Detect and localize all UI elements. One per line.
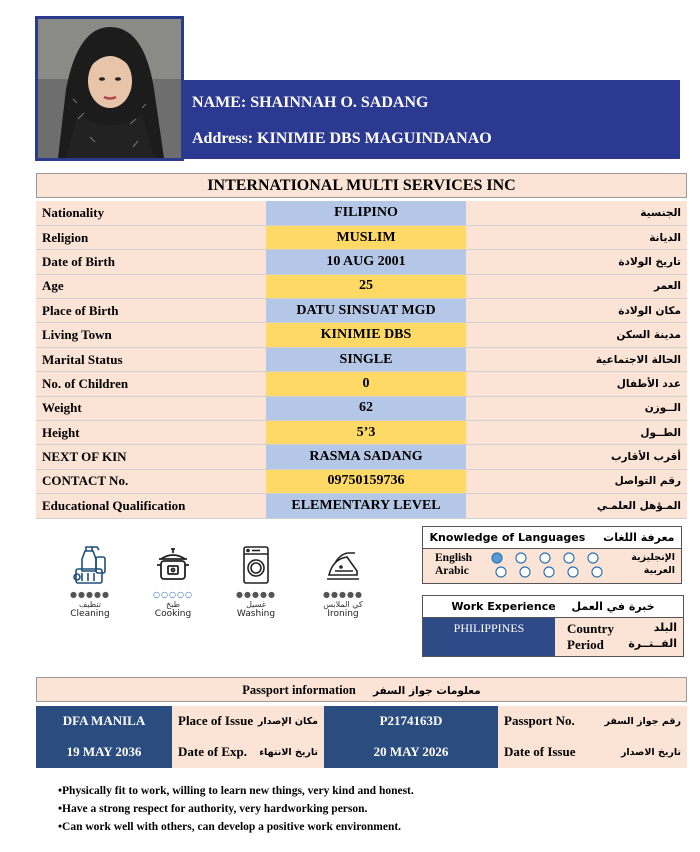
field-label: CONTACT No. bbox=[36, 469, 266, 493]
list-item: •Can work well with others, can develop a positive work environment. bbox=[58, 821, 402, 833]
field-value: 25 bbox=[266, 274, 466, 298]
field-value: SINGLE bbox=[266, 347, 466, 371]
skill-label: Washing bbox=[236, 609, 276, 619]
field-label: No. of Children bbox=[36, 372, 266, 396]
skill-rating: ○○○○○ bbox=[153, 590, 193, 599]
field-label: Living Town bbox=[36, 323, 266, 347]
expiry-date-label-ar: تاريخ الانتهاء bbox=[259, 746, 318, 758]
arabic-label: Arabic bbox=[435, 565, 469, 577]
table-row bbox=[36, 494, 687, 518]
field-label-ar: العمر bbox=[466, 274, 687, 298]
place-of-issue-value: DFA MANILA bbox=[36, 706, 172, 736]
arabic-label-ar: العربية bbox=[643, 565, 675, 576]
profile-photo bbox=[35, 16, 184, 161]
person-photo-icon bbox=[38, 19, 181, 158]
table-row bbox=[36, 250, 687, 274]
field-label: Marital Status bbox=[36, 347, 266, 371]
passport-row-1 bbox=[36, 706, 687, 736]
field-label: Religion bbox=[36, 225, 266, 249]
table-row bbox=[36, 201, 687, 225]
country-label: Country bbox=[567, 621, 614, 636]
work-title-ar: خبرة في العمل bbox=[571, 600, 655, 613]
field-label: Nationality bbox=[36, 201, 266, 225]
language-rating-circles bbox=[489, 551, 619, 581]
expiry-date-value: 19 MAY 2036 bbox=[36, 736, 172, 768]
table-row bbox=[36, 372, 687, 396]
table-row bbox=[36, 323, 687, 347]
applicant-name: NAME: SHAINNAH O. SADANG bbox=[192, 94, 429, 111]
field-label-ar: عدد الأطفال bbox=[466, 372, 687, 396]
skill-label: Cleaning bbox=[70, 609, 110, 619]
passport-title: Passport information bbox=[242, 683, 356, 697]
arabic-rating-dot bbox=[592, 567, 602, 577]
field-label: Date of Birth bbox=[36, 250, 266, 274]
languages-body bbox=[423, 549, 681, 583]
work-experience-header bbox=[423, 596, 683, 618]
table-row bbox=[36, 469, 687, 493]
place-of-issue-cell bbox=[172, 706, 324, 736]
skill-label-ar: غسيل bbox=[246, 600, 266, 609]
work-labels bbox=[555, 618, 683, 656]
issue-date-cell bbox=[498, 736, 687, 768]
work-experience-body bbox=[423, 618, 683, 656]
field-value: DATU SINSUAT MGD bbox=[266, 299, 466, 323]
skill-cleaning bbox=[55, 543, 125, 619]
english-rating-dot bbox=[492, 553, 502, 563]
field-value: 5’3 bbox=[266, 421, 466, 445]
field-value: 09750159736 bbox=[266, 469, 466, 493]
english-rating-dot bbox=[588, 553, 598, 563]
skill-label-ar: طبخ bbox=[166, 600, 180, 609]
name-banner bbox=[184, 80, 680, 159]
work-experience-panel bbox=[422, 595, 684, 657]
field-label: Educational Qualification bbox=[36, 494, 266, 518]
english-label: English bbox=[435, 552, 473, 564]
skill-rating: ●●●●● bbox=[70, 590, 110, 599]
field-value: FILIPINO bbox=[266, 201, 466, 225]
field-label-ar: المـؤهل العلمـي bbox=[466, 494, 687, 518]
cleaning-icon bbox=[55, 543, 125, 587]
period-label-ar: الفــتــرة bbox=[628, 637, 677, 650]
languages-panel bbox=[422, 526, 682, 584]
field-label-ar: الطــول bbox=[466, 421, 687, 445]
personal-info-table bbox=[36, 201, 687, 519]
applicant-address: Address: KINIMIE DBS MAGUINDANAO bbox=[192, 130, 492, 147]
personal-qualities-list bbox=[58, 782, 414, 836]
field-value: KINIMIE DBS bbox=[266, 323, 466, 347]
field-label: Place of Birth bbox=[36, 299, 266, 323]
company-name: INTERNATIONAL MULTI SERVICES INC bbox=[36, 173, 687, 198]
work-title: Work Experience bbox=[451, 600, 556, 613]
country-label-ar: البلد bbox=[653, 621, 677, 634]
work-country-value: PHILIPPINES bbox=[423, 618, 555, 656]
period-label: Period bbox=[567, 637, 604, 652]
issue-date-label-ar: تاريخ الاصدار bbox=[620, 746, 681, 758]
iron-icon bbox=[308, 543, 378, 587]
passport-number-label-ar: رقم جواز السفر bbox=[604, 715, 681, 727]
field-label: Weight bbox=[36, 396, 266, 420]
field-label-ar: أقرب الأقارب bbox=[466, 445, 687, 469]
field-value: MUSLIM bbox=[266, 225, 466, 249]
english-label-ar: الإنجليزية bbox=[631, 552, 675, 563]
field-label: Age bbox=[36, 274, 266, 298]
list-item: •Physically fit to work, willing to learn new things, very kind and honest. bbox=[58, 785, 414, 797]
skill-label: Cooking bbox=[154, 609, 192, 619]
field-label: Height bbox=[36, 421, 266, 445]
field-label-ar: الجنسية bbox=[466, 201, 687, 225]
passport-number-label: Passport No. bbox=[504, 713, 575, 728]
table-row bbox=[36, 347, 687, 371]
list-item: •Have a strong respect for authority, very hardworking person. bbox=[58, 803, 368, 815]
table-row bbox=[36, 299, 687, 323]
passport-title-ar: معلومات جواز السفر bbox=[372, 685, 481, 697]
expiry-date-label: Date of Exp. bbox=[178, 744, 247, 759]
skill-label: Ironing bbox=[327, 609, 359, 619]
arabic-rating-dot bbox=[568, 567, 578, 577]
issue-date-value: 20 MAY 2026 bbox=[324, 736, 498, 768]
expiry-date-cell bbox=[172, 736, 324, 768]
skill-rating: ●●●●● bbox=[236, 590, 276, 599]
place-of-issue-label: Place of Issue bbox=[178, 713, 254, 728]
table-row bbox=[36, 274, 687, 298]
arabic-rating-dot bbox=[496, 567, 506, 577]
arabic-rating-dot bbox=[520, 567, 530, 577]
field-label-ar: مدينة السكن bbox=[466, 323, 687, 347]
passport-row-2 bbox=[36, 736, 687, 768]
washing-machine-icon bbox=[221, 543, 291, 587]
table-row bbox=[36, 396, 687, 420]
field-label-ar: الحالة الاجتماعية bbox=[466, 347, 687, 371]
english-rating-dot bbox=[516, 553, 526, 563]
field-value: ELEMENTARY LEVEL bbox=[266, 494, 466, 518]
passport-number-value: P2174163D bbox=[324, 706, 498, 736]
skill-washing bbox=[221, 543, 291, 619]
skill-cooking bbox=[138, 543, 208, 619]
arabic-rating-dot bbox=[544, 567, 554, 577]
field-value: RASMA SADANG bbox=[266, 445, 466, 469]
issue-date-label: Date of Issue bbox=[504, 744, 576, 759]
table-row bbox=[36, 225, 687, 249]
english-rating-dot bbox=[564, 553, 574, 563]
skill-label-ar: تنظيف bbox=[79, 600, 101, 609]
table-row bbox=[36, 421, 687, 445]
field-label-ar: رقم التواصل bbox=[466, 469, 687, 493]
cooking-pot-icon bbox=[138, 543, 208, 587]
field-label: NEXT OF KIN bbox=[36, 445, 266, 469]
field-label-ar: مكان الولادة bbox=[466, 299, 687, 323]
field-value: 10 AUG 2001 bbox=[266, 250, 466, 274]
field-value: 0 bbox=[266, 372, 466, 396]
skill-ironing bbox=[308, 543, 378, 619]
passport-header bbox=[36, 677, 687, 702]
place-of-issue-label-ar: مكان الإصدار bbox=[257, 715, 318, 727]
skill-label-ar: كي الملابس bbox=[323, 600, 363, 609]
field-label-ar: الديانة bbox=[466, 225, 687, 249]
languages-title: Knowledge of Languages bbox=[429, 531, 586, 544]
languages-header bbox=[423, 527, 681, 549]
skill-rating: ●●●●● bbox=[323, 590, 363, 599]
field-label-ar: تاريخ الولادة bbox=[466, 250, 687, 274]
field-label-ar: الــوزن bbox=[466, 396, 687, 420]
languages-title-ar: معرفة اللغات bbox=[603, 531, 675, 544]
table-row bbox=[36, 445, 687, 469]
field-value: 62 bbox=[266, 396, 466, 420]
passport-number-cell bbox=[498, 706, 687, 736]
english-rating-dot bbox=[540, 553, 550, 563]
